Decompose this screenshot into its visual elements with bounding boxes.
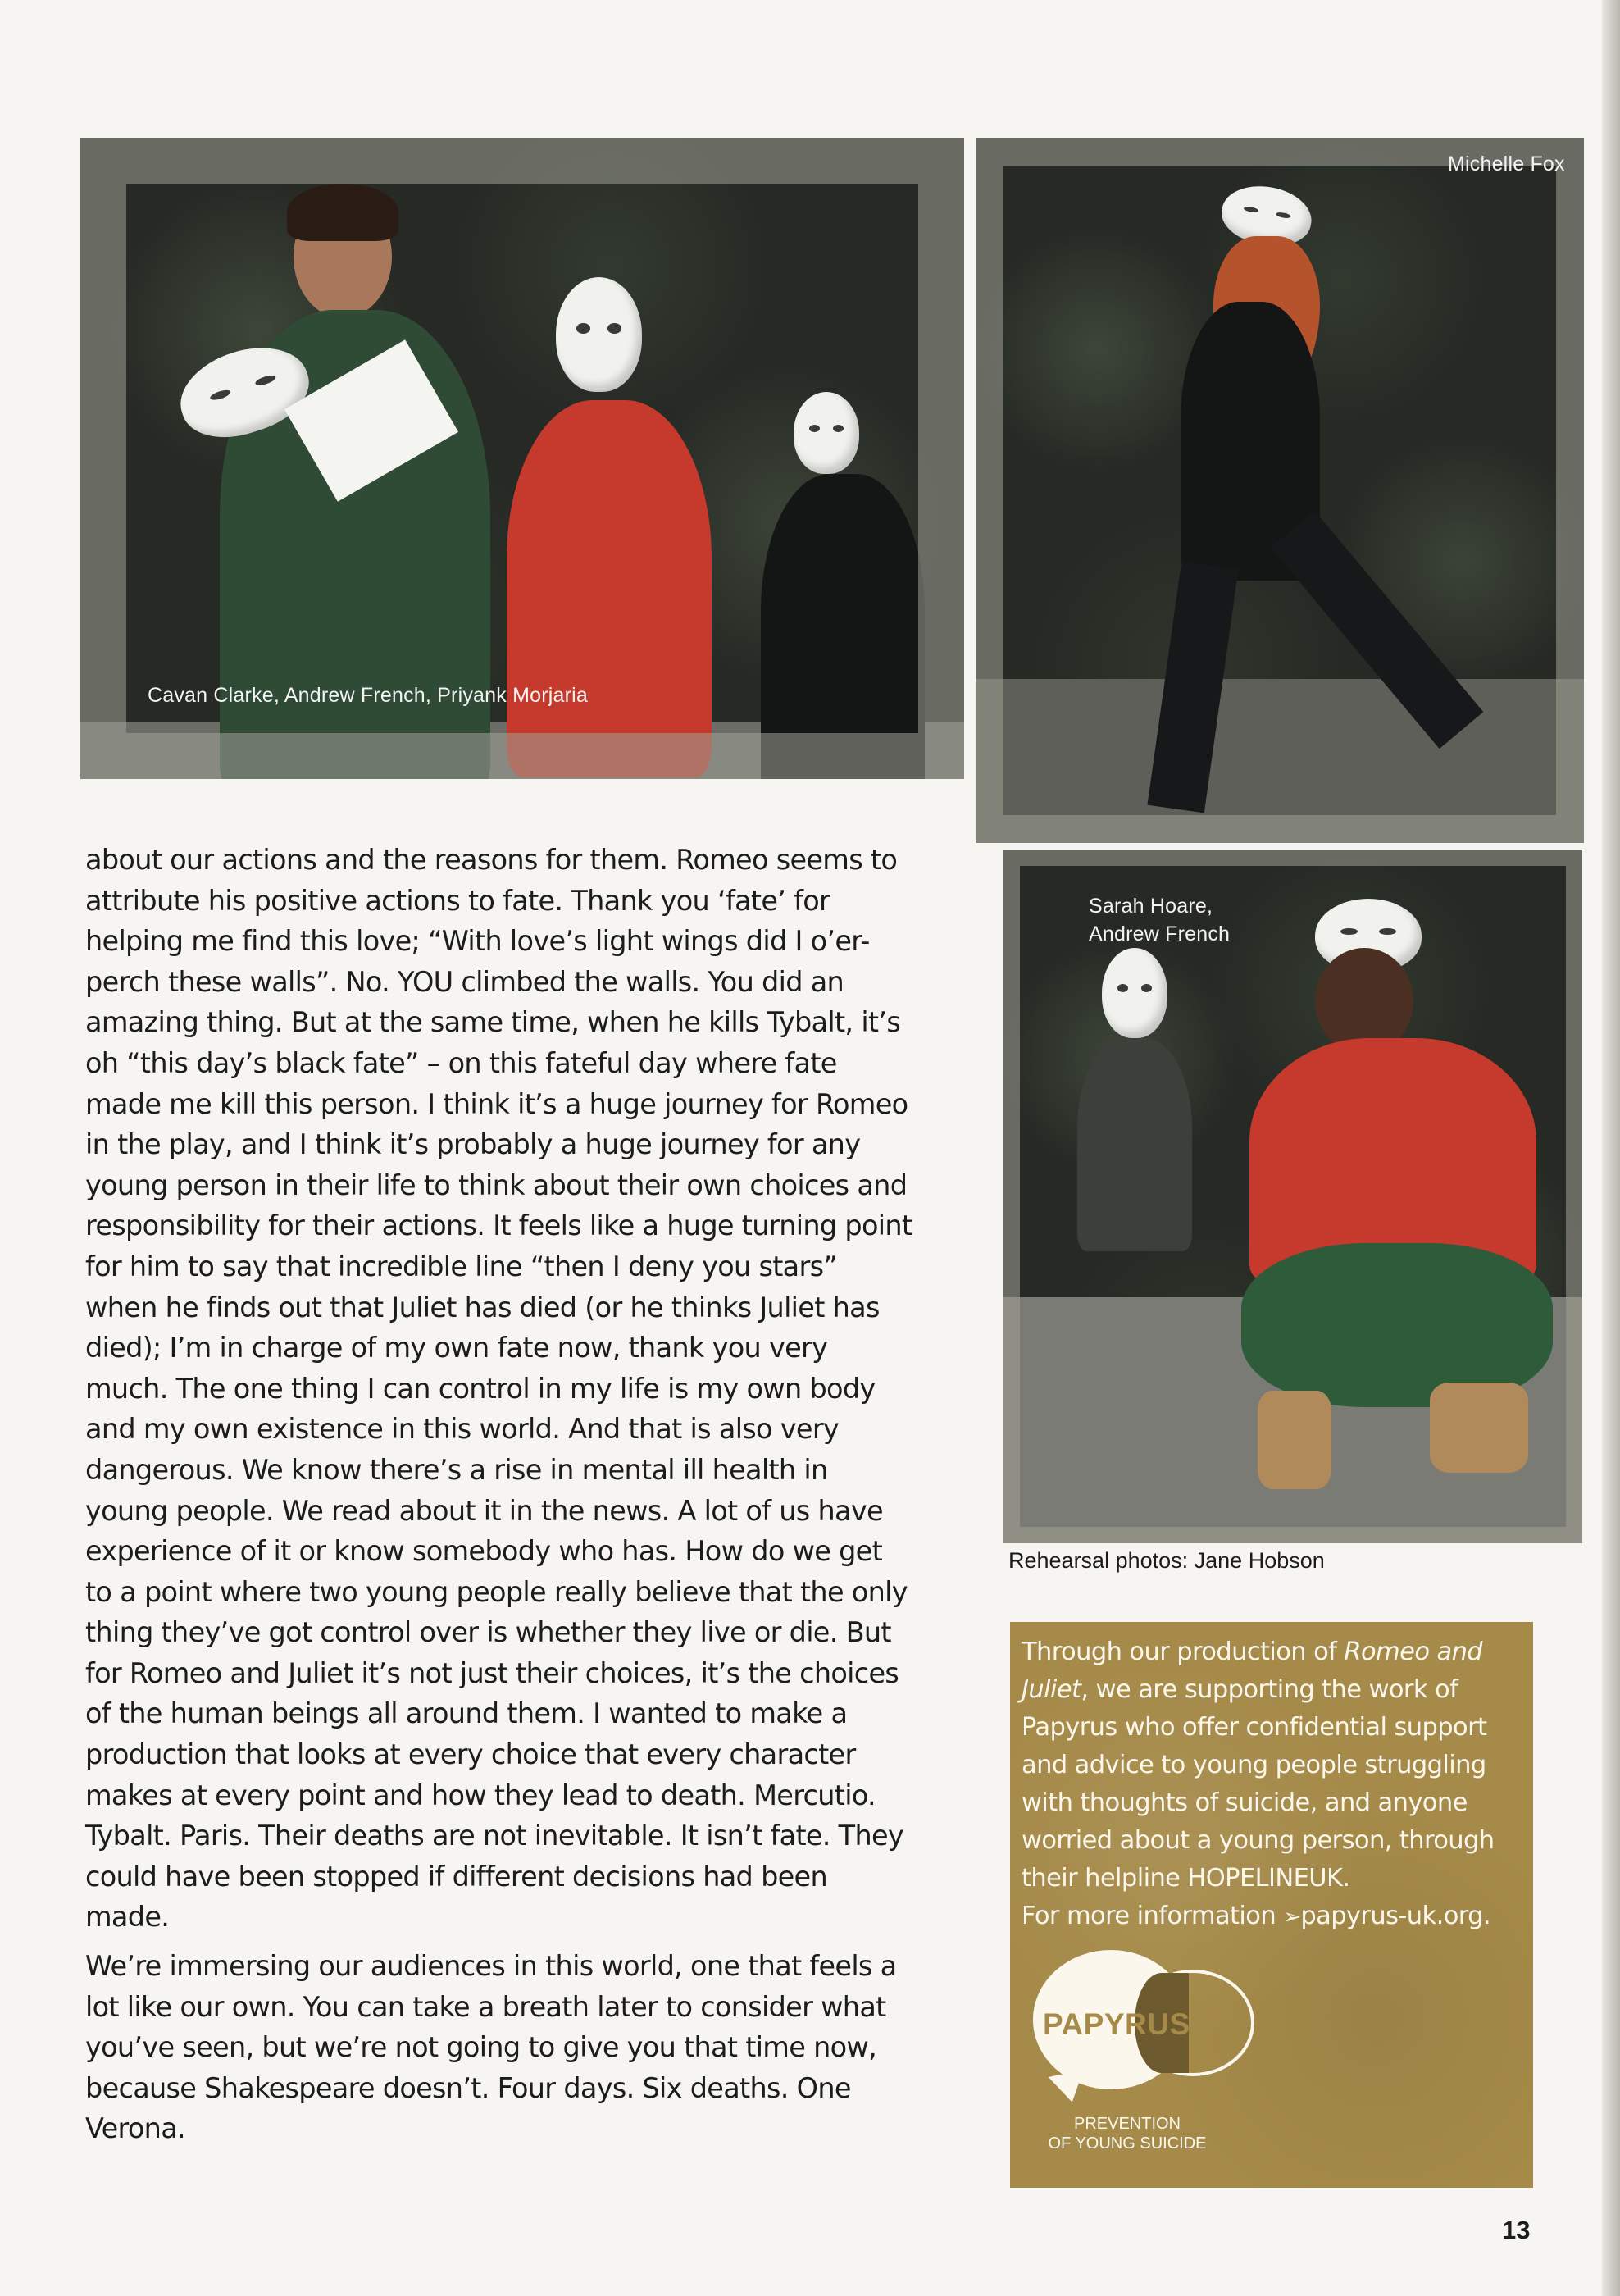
white-mask-icon <box>794 392 859 474</box>
white-mask-icon <box>1102 948 1167 1038</box>
photo-caption: Sarah Hoare, Andrew French <box>1089 895 1231 945</box>
papyrus-link[interactable]: papyrus-uk.org. <box>1300 1902 1491 1930</box>
photo-caption: Cavan Clarke, Andrew French, Priyank Morjaria <box>148 684 588 707</box>
rehearsal-photo-solo <box>976 138 1584 843</box>
rehearsal-photo-crouching <box>1003 850 1582 1543</box>
papyrus-logo-tagline: PREVENTION OF YOUNG SUICIDE <box>1048 2115 1207 2152</box>
papyrus-text: Through our production of Romeo and Juliet, we are supporting the work of Papyrus who offer confidential support and advice to young people struggling with thoughts of suicide, and anyone worried about a young person, through their helpline HOPELINEUK. For more information ➢papyrus-uk.org. <box>1022 1638 1495 1930</box>
photo-caption: Michelle Fox <box>1448 153 1565 175</box>
papyrus-support-box <box>1010 1622 1533 2188</box>
page-spine-shadow <box>1602 0 1620 2296</box>
article-paragraph: about our actions and the reasons for them. Romeo seems to attribute his positive actions to fate. Thank you ‘fate’ for helping me find this love; “With love’s light wings did I o’er-perch these walls”. No. YOU climbed the walls. You did an amazing thing. But at the same time, when he kills Tybalt, it’s oh “this day’s black fate” – on this fateful day where fate made me kill this person. I think it’s a huge journey for Romeo in the play, and I think it’s probably a huge journey for any young person in their life to think about their own choices and responsibility for their actions. It feels like a huge turning point for him to say that incredible line “then I deny you stars” when he finds out that Juliet has died (or he thinks Juliet has died); I’m in charge of my own fate now, thank you very much. The one thing I can control in my life is my own body and my own existence in this world. And that is also very dangerous. We know there’s a rise in mental ill health in young people. We read about it in the news. A lot of us have experience of it or know somebody who has. How do we get to a point where two young people really believe that the only thing they’ve got control over is whether they live or die. But for Romeo and Juliet it’s not just their choices, it’s the choices of the human beings all around them. I wanted to make a production that looks at every choice that every character makes at every point and how they lead to death. Mercutio. Tybalt. Paris. Their deaths are not inevitable. It isn’t fate. They could have been stopped if different decisions had been made. <box>85 844 912 1934</box>
article-paragraph: We’re immersing our audiences in this world, one that feels a lot like our own. You can take a breath later to consider what you’ve seen, but we’re not going to give you that time now, because Shakespeare doesn’t. Four days. Six deaths. One Verona. <box>85 1950 897 2145</box>
page-number: 13 <box>1502 2216 1531 2244</box>
article-body <box>85 840 913 2157</box>
circled-arrow-icon: ➢ <box>1283 1905 1301 1929</box>
papyrus-logo <box>1033 1950 1246 2152</box>
white-mask-icon <box>556 277 642 392</box>
rehearsal-photo-group <box>80 138 964 779</box>
photo-credit: Rehearsal photos: Jane Hobson <box>1008 1548 1325 1573</box>
papyrus-logo-wordmark: PAPYRUS <box>1043 2007 1190 2041</box>
